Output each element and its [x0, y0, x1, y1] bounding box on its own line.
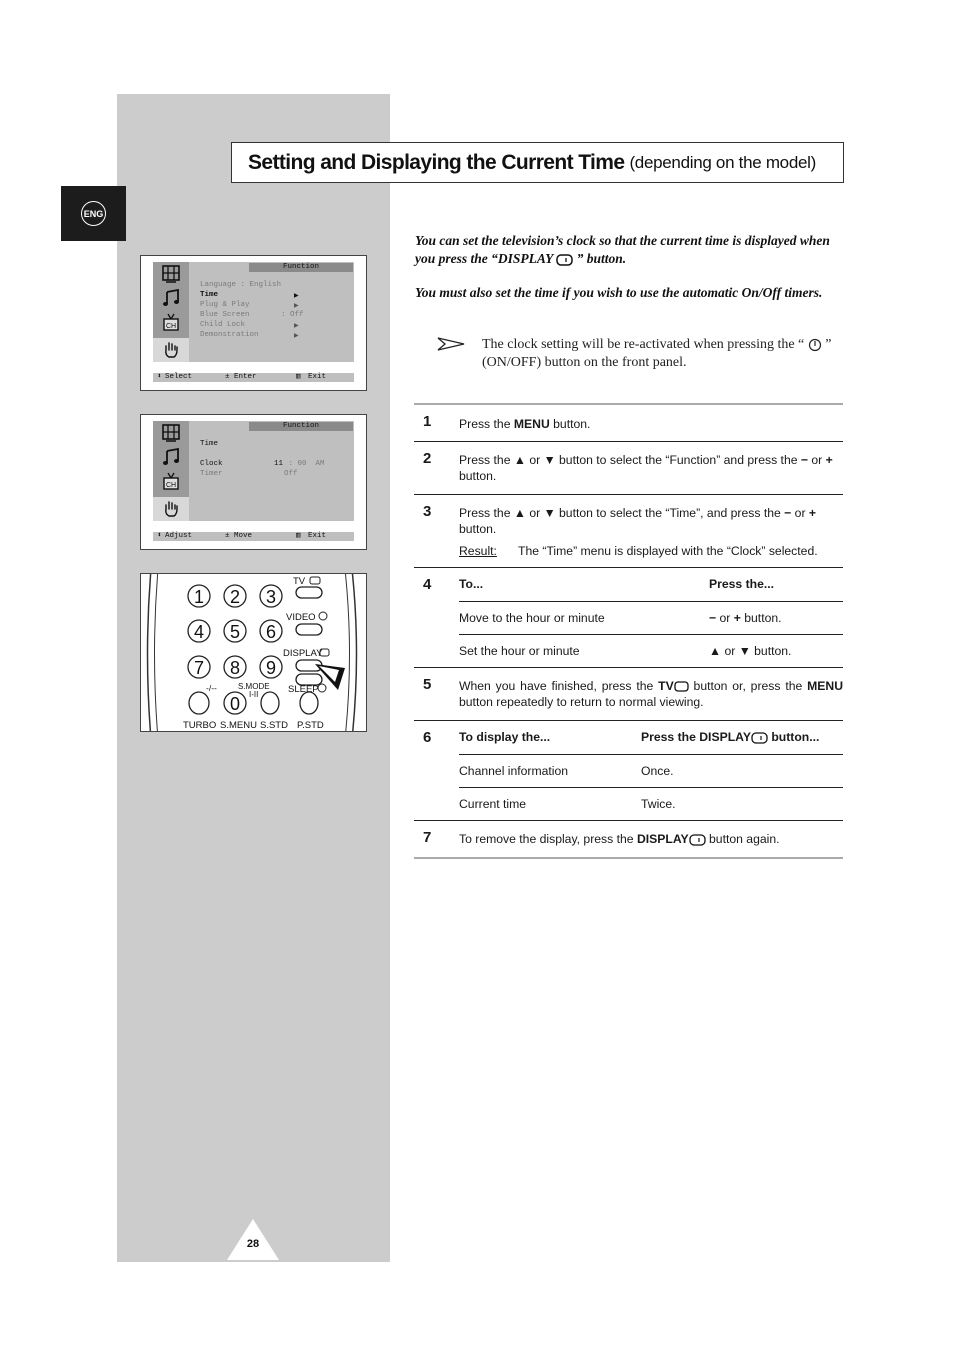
digit-3-button	[260, 585, 282, 607]
remote-control-illustration	[140, 573, 367, 732]
intro-paragraph-1: You can set the television’s clock so that the current time is displayed when you press the “DISPLAY ” button.	[415, 233, 830, 266]
tv-label: TV	[293, 576, 306, 587]
svg-text:P.STD: P.STD	[297, 720, 324, 731]
digit-9-button	[260, 656, 282, 678]
step-4: 4 To... Press the... Move to the hour or minute − or + button. Set the hour or minute ▲ or ▼ button.	[414, 568, 843, 668]
step-1: 1 Press the MENU button.	[414, 405, 843, 442]
power-icon	[808, 338, 822, 352]
digit-0-button	[224, 692, 246, 714]
title-main: Setting and Displaying the Current Time	[248, 150, 625, 174]
turbo-button	[189, 692, 209, 714]
osd-header: Function	[249, 422, 353, 431]
sstd-button	[261, 692, 279, 714]
svg-text:8: 8	[229, 658, 241, 678]
language-badge: ENG	[81, 201, 106, 226]
step-5: 5 When you have finished, press the TV button or, press the MENU button repeatedly to return to normal viewing.	[414, 668, 843, 721]
display-icon	[689, 834, 706, 846]
svg-text:SLEEP: SLEEP	[288, 684, 319, 695]
col-header-display: To display the...	[459, 730, 551, 744]
title-sub: (depending on the model)	[629, 152, 816, 172]
step-3: 3 Press the ▲ or ▼ button to select the “Time”, and press the − or + button. Result: The “Time” menu is displayed with the “Clock” selected.	[414, 495, 843, 568]
right-arrow-icon: ▶	[294, 323, 299, 329]
osd-clock-label: Clock	[200, 460, 223, 468]
step-6: 6 To display the... Press the DISPLAY button... Channel information Once. Current time Twice.	[414, 721, 843, 821]
step-7: 7 To remove the display, press the DISPLAY button again.	[414, 821, 843, 859]
up-down-icon: ⬍	[157, 532, 162, 540]
digit-5-button	[224, 620, 246, 642]
video-button	[296, 624, 322, 635]
svg-text:I-II: I-II	[249, 690, 259, 699]
svg-text:5: 5	[229, 622, 241, 642]
osd-row-time: Time	[200, 291, 219, 299]
down-triangle-icon: ▼	[543, 506, 556, 520]
osd-clock-rest: : 00 AM	[284, 460, 325, 468]
up-triangle-icon: ▲	[709, 644, 722, 658]
step-number: 1	[423, 413, 432, 430]
row-time-count: Twice.	[641, 797, 676, 811]
note-arrow-icon	[437, 336, 465, 352]
osd-row-child-lock: Child Lock	[200, 321, 246, 329]
menu-icon: ▥	[296, 373, 301, 381]
page-title	[231, 142, 844, 183]
function-hand-icon	[153, 338, 189, 362]
svg-text:S.STD: S.STD	[260, 720, 288, 731]
footer-adjust: Adjust	[165, 532, 193, 540]
minus-icon: −	[800, 453, 809, 467]
svg-text:S.MENU: S.MENU	[220, 720, 257, 731]
channel-icon	[153, 469, 189, 493]
picture-icon	[153, 421, 189, 445]
svg-text:7: 7	[193, 658, 205, 678]
right-arrow-icon: ▶	[294, 303, 299, 309]
osd-time-title: Time	[200, 440, 219, 448]
step-number: 3	[423, 503, 432, 520]
down-triangle-icon: ▼	[738, 644, 751, 658]
osd-timer-label: Timer	[200, 470, 223, 478]
svg-text:TURBO: TURBO	[183, 720, 217, 731]
footer-move: Move	[234, 532, 253, 540]
right-arrow-icon: ▶	[294, 333, 299, 339]
up-down-icon: ⬍	[157, 373, 162, 381]
digit-8-button	[224, 656, 246, 678]
digit-1-button	[188, 585, 210, 607]
plus-icon: +	[808, 506, 817, 520]
osd-row-plug-and-play: Plug & Play	[200, 301, 250, 309]
col-header-press: Press the...	[709, 577, 775, 591]
plus-icon: +	[825, 453, 833, 467]
step-number: 2	[423, 450, 432, 467]
display-label: DISPLAY	[283, 648, 323, 659]
svg-text:4: 4	[193, 622, 205, 642]
osd-clock-hour: 11	[274, 460, 284, 468]
osd-row-language: Language : English	[200, 281, 282, 289]
display-icon	[556, 254, 573, 266]
osd-row-blue-screen: Blue Screen : Off	[200, 311, 304, 319]
digit-7-button	[188, 656, 210, 678]
display-icon	[751, 732, 768, 744]
row-channel-count: Once.	[641, 764, 674, 778]
minus-icon: −	[709, 611, 717, 625]
step-number: 7	[423, 829, 432, 846]
osd-function-menu	[140, 255, 367, 391]
sound-icon	[153, 286, 189, 310]
svg-text:2: 2	[229, 587, 241, 607]
osd-time-menu	[140, 414, 367, 550]
row-set-label: Set the hour or minute	[459, 644, 580, 658]
osd-row-demonstration: Demonstration	[200, 331, 259, 339]
tv-icon	[674, 681, 689, 692]
video-label: VIDEO	[286, 612, 316, 623]
menu-icon: ▥	[296, 532, 301, 540]
row-move-label: Move to the hour or minute	[459, 611, 605, 625]
picture-icon	[153, 262, 189, 286]
tv-button	[296, 587, 322, 598]
step-2: 2 Press the ▲ or ▼ button to select the “Function” and press the − or + button.	[414, 442, 843, 495]
minus-icon: −	[784, 506, 792, 520]
svg-text:3: 3	[265, 587, 277, 607]
plus-minus-icon: ±	[225, 373, 230, 381]
result-label: Result:	[459, 544, 497, 558]
svg-text:1: 1	[193, 587, 205, 607]
up-triangle-icon: ▲	[513, 453, 526, 467]
up-triangle-icon: ▲	[513, 506, 526, 520]
language-tab	[61, 186, 126, 241]
osd-footer	[153, 532, 354, 541]
function-hand-icon	[153, 497, 189, 521]
osd-header: Function	[249, 263, 353, 272]
steps-table	[414, 403, 843, 859]
row-channel-info: Channel information	[459, 764, 569, 778]
footer-select: Select	[165, 373, 193, 381]
svg-text:6: 6	[265, 622, 277, 642]
digit-6-button	[260, 620, 282, 642]
footer-exit: Exit	[308, 373, 327, 381]
note-text: The clock setting will be re-activated when pressing the “ ” (ON/OFF) button on the front panel.	[482, 337, 832, 370]
step-number: 6	[423, 729, 432, 746]
plus-icon: +	[733, 611, 741, 625]
down-triangle-icon: ▼	[543, 453, 556, 467]
intro-paragraph-2: You must also set the time if you wish to use the automatic On/Off timers.	[415, 285, 823, 300]
channel-icon	[153, 310, 189, 334]
digit-4-button	[188, 620, 210, 642]
col-header-to: To...	[459, 577, 484, 591]
plus-minus-icon: ±	[225, 532, 230, 540]
right-arrow-icon: ▶	[294, 293, 299, 299]
step-number: 5	[423, 676, 432, 693]
sound-icon	[153, 445, 189, 469]
step-number: 4	[423, 576, 432, 593]
svg-text:CH: CH	[165, 482, 177, 489]
osd-timer-value: Off	[284, 470, 298, 478]
row-current-time: Current time	[459, 797, 527, 811]
osd-footer	[153, 373, 354, 382]
svg-text:9: 9	[265, 658, 277, 678]
svg-text:CH: CH	[165, 323, 177, 330]
footer-exit: Exit	[308, 532, 327, 540]
svg-text:S.MODE: S.MODE	[238, 682, 270, 691]
pstd-button	[300, 692, 318, 714]
svg-text:0: 0	[229, 694, 241, 714]
page-number: 28	[246, 1238, 260, 1250]
result-text: The “Time” menu is displayed with the “Clock” selected.	[518, 544, 818, 558]
footer-enter: Enter	[234, 373, 257, 381]
svg-text:-/--: -/--	[206, 683, 217, 693]
digit-2-button	[224, 585, 246, 607]
